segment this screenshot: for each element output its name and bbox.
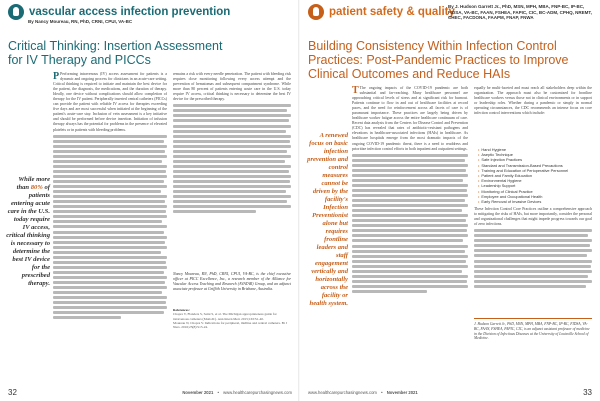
right-intro-paragraph: The ongoing impacts of the COVID-19 pandemic are both substantial and far-reaching. Many healthcare personnel are approaching critical levels of stress and at significant risk for burnout. Patients continue to flow in and out of healthcare facilities at record paces, and the need for reinforcement across all facets of care is of paramount importance. [352,86,468,116]
left-paragraph-3: Inclusion of vein assessment is a key initiative and should be performed before device insertion. Initiation of infusion therapy always has the potential for problems in the presence of elevated platelets or in patients with bleeding problems. [53,112,167,132]
right-title-line-2: Practices: Post-Pandemic Practices to Improve [308,53,569,67]
right-bullet-list [478,147,592,204]
left-body-column-2 [173,72,291,270]
right-page-number: 33 [583,388,592,397]
right-author: By J. Hudson Garrett Jr., PhD, MSN, MPH, MBA, FNP-BC, IP-BC, FIDSA, VA-BC, FAAN, FSHEA, FAPIC, CIC, BC-ADM, CPHQ, NREMT, CHEC, FACDONA, FAAPM, FNAP, FNWA [448,4,592,20]
right-body-column-2 [474,86,592,146]
right-article-title [308,39,569,81]
bullet-item: • Hand Hygiene [478,147,592,152]
right-author-bio: J. Hudson Garrett Jr., PhD, MSN, MPH, MBA, FNP-BC, IP-BC, FIDSA, VA-BC, FAAN, FSHEA, FAPIC, CIC, is an adjunct assistant professor of medicine in the Division of Infectious Diseases at the University of Louisville School of Medicine. [474,322,590,341]
right-paragraph-2: These practices are largely being driven by healthcare worker fatigue across the entire healthcare continuum of care. Recent data analysis from the Centers for Disease Control and Prevention (CDC) has revealed that rates of antibiotic-resistant pathogens and elevations in healthcare-associated infections (HAIs) in healthcare. [352,111,468,136]
right-title-line-1: Building Consistency Within Infection Control [308,39,557,53]
right-pull-quote: A renewed focus on basic infection prevention and control measures cannot be driven by the facility's Infection Preventionist alone but requires frontline leaders and staff engagement vertically and horizontally across the facility or health system. [307,132,348,307]
right-title-line-3: Clinical Outcomes and Reduce HAIs [308,67,511,81]
left-reference-1: Chopra V, Flanders S, Saint S, et al. The Michigan appropriateness guide for intravenous catheters (MAGIC). Ann Intern Med. 2015;163:S1-40. [173,312,277,321]
right-footer-date: November 2021 [386,390,418,395]
left-section-label: vascular access infection prevention [29,6,231,18]
left-author: By Nancy Moureau, RN, PhD, CRNI, CPUI, VA-BC [28,19,133,24]
bullet-item: • Training and Education of Perioperative Personnel [478,168,592,173]
bio-divider [474,318,592,319]
right-footer-site[interactable]: www.healthcarepurchasingnews.com [308,390,377,395]
bullet-item: • Employee and Occupational Health [478,194,592,199]
left-page-number: 32 [8,388,17,397]
left-paragraph-2: Peripherally inserted central catheters (PICCs) can provide the patient with reliable IV access for therapies exceeding five days and are most successful when initiated at the beginning of the patient's acute-care stay. [53,97,167,117]
bullet-item: • Environmental Hygiene [478,178,592,183]
vascular-access-icon [8,4,24,20]
right-body-column-2-continued [474,207,592,317]
bullet-item: • Monitoring of Clinical Practice [478,189,592,194]
left-title-line-1: Critical Thinking: Insertion Assessment [8,39,223,53]
left-pull-quote: While more than 80% of patients entering acute care in the U.S. today require IV access, critical thinking is necessary to determine the best IV device for the prescribed therapy. [6,176,50,287]
right-paragraph-4: equally be multi-faceted and must reach all stakeholders deep within the organization. The approach must also be customized for frontline healthcare workers versus those not in clinical environments or in support or leadership roles. [474,86,592,106]
left-footer-site[interactable]: www.healthcarepurchasingnews.com [223,390,292,395]
left-footer: 32 November 2021 • www.healthcarepurchasingnews.com [8,388,292,397]
right-footer: www.healthcarepurchasingnews.com • November 2021 33 [308,388,592,397]
bullet-item: • Early Removal of Invasive Devices [478,199,592,204]
left-section-header [8,4,230,20]
left-paragraph-5: While more than 80 percent of patients entering acute care in the U.S. today require IV access, critical thinking is necessary to determine the best IV device for the prescribed therapy. [173,82,291,102]
bullet-item: • Leadership Support [478,183,592,188]
right-section-header [308,4,455,20]
bullet-item: • Aseptic Technique [478,152,592,157]
left-signature: Nancy Moureau, RN, PhD, CRNI, CPUI, VA-BC, is the chief executive officer at PICC Excellence, Inc., a research member of the Alliance for Vascular Access Teaching and Research (AVATAR) Group, and an adjunct associate professor at Griffith University in Brisbane, Australia. [173,272,291,292]
right-paragraph-6: These Infection Control Core Practices outline a comprehensive approach to mitigating the risks of HAIs, but more importantly, consider the personal and organizational challenges that might impede progress towards our goal of zero infections. [474,207,592,227]
bullet-item: • Patient and Family Education [478,173,592,178]
left-body-column-1: P Performing intravenous (IV) access assessment for patients is a dynamic and ongoing process for clinicians in an acute-care setting. Critical thinking is required to initiate and maintain the best device for the patient, the diagnosis, the medications, and the duration of therapy. Ideally, one device without complications should allow completion of therapy for the IV patient. Peripherally inserted central catheters (PICCs) can provide the patient with reliable IV access for therapies exceeding five days and are most successful when initiated at the beginning of the patient's acute-care stay. Inclusion of vein assessment is a key initiative and should be performed before device insertion. Initiation of infusion therapy always has the potential for problems in the presence of elevated platelets or in patients with bleeding problems. [53,72,167,382]
left-references: References: Chopra V, Flanders S, Saint S, et al. The Michigan appropriateness guide for intravenous catheters (MAGIC). Ann Intern Med. 2015;163:S1-40. Moureau N, Chopra V. Indications for peripheral, midline and central catheters. Br J Nurs. 2016;25(8):S15-24. [173,308,291,329]
left-title-line-2: for IV Therapy and PICCs [8,53,151,67]
right-body-column-1: T The ongoing impacts of the COVID-19 pandemic are both substantial and far-reaching. Many healthcare personnel are approaching critical levels of stress and at significant risk for burnout. Patients continue to flow in and out of healthcare facilities at record paces, and the need for reinforcement across all facets of care is of paramount importance. These practices are largely being driven by healthcare worker fatigue across the entire healthcare continuum of care. Recent data analysis from the Centers for Disease Control and Prevention (CDC) has revealed that rates of antibiotic-resistant pathogens and elevations in healthcare-associated infections (HAIs) in healthcare. As healthcare hospitals emerge from the most dramatic impacts of the ongoing COVID-19 pandemic threat, there is a need to readdress and prioritize infection control efforts in both inpatient and outpatient settings. [352,86,468,382]
bullet-item: • Standard and Transmission-Based Precautions [478,163,592,168]
left-article-title [8,39,222,67]
left-paragraph-4: remains a risk with every needle penetration. The patient with bleeding risk requires close monitoring following every access attempt and the prevention of hematomas and subsequent compartment syndrome. [173,72,291,87]
patient-safety-icon [308,4,324,20]
left-reference-2: Moureau N, Chopra V. Indications for peripheral, midline and central catheters. Br J Nurs. 2016;25(8):S15-24. [173,320,288,330]
bullet-item: • Safe Injection Practices [478,157,592,162]
right-section-label: patient safety & quality [329,6,455,18]
left-intro-paragraph: Performing intravenous (IV) access assessment for patients is a dynamic and ongoing process for clinicians in an acute-care setting. Critical thinking is required to initiate and maintain the best device for the patient, the diagnosis, the medications, and the duration of therapy. Ideally, one device without complications should allow completion of therapy for the IV patient. [53,72,167,102]
right-paragraph-5: Whether during a pandemic or simply in normal operating circumstances, the CDC recommends an intense focus on core infection control interventions which include: [474,101,592,116]
right-paragraph-3: As healthcare hospitals emerge from the most dramatic impacts of the ongoing COVID-19 pandemic threat, there is a need to readdress and prioritize infection control efforts in both inpatient and outpatient settings. [352,131,468,151]
left-footer-date: November 2021 [182,390,214,395]
right-page [300,0,600,401]
